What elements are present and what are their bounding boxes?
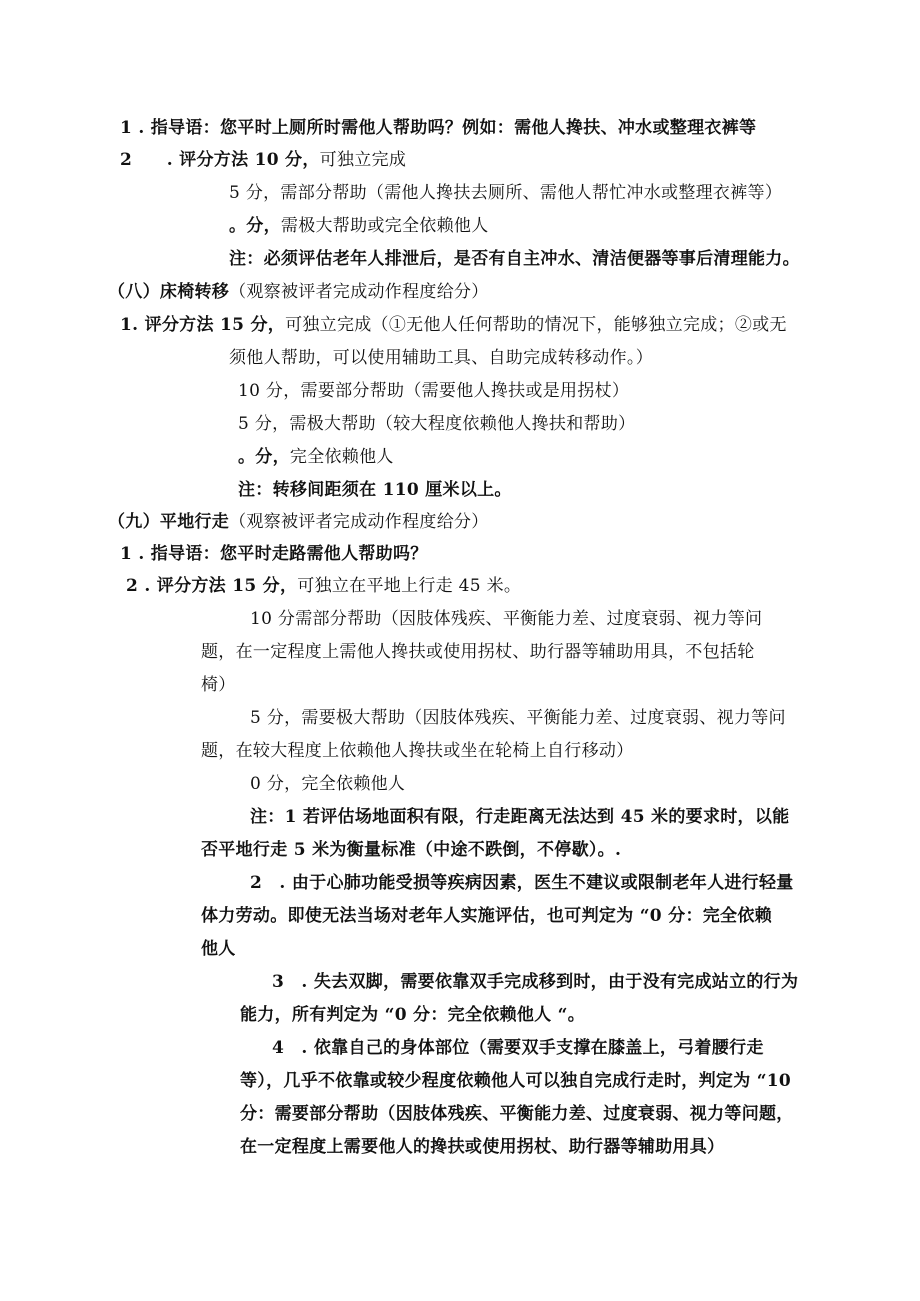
walking-note1-line2: 否平地行走 5 米为衡量标准（中途不跌倒，不停歇）。. [201, 840, 622, 860]
toilet-scoring-line [120, 148, 406, 172]
walking-note4-line2: 等），几乎不依靠或较少程度依赖他人可以独自完成行走时，判定为 “10 [240, 1071, 792, 1091]
bed-chair-score-0-prefix: 。分， [238, 447, 290, 467]
bed-chair-score-15-line1: 可独立完成（①无他人任何帮助的情况下，能够独立完成；②或无 [285, 315, 787, 335]
walking-score-5-line2: 题，在较大程度上依赖他人搀扶或坐在轮椅上自行移动） [201, 741, 634, 761]
walking-score-10-line1: 10 分需部分帮助（因肢体残疾、平衡能力差、过度衰弱、视力等问 [250, 609, 763, 629]
walking-score-15: 可独立在平地上行走 45 米。 [297, 576, 522, 596]
bed-chair-score-15-line2: 须他人帮助，可以使用辅助工具、自助完成转移动作。） [229, 348, 653, 368]
walking-note3-line2: 能力，所有判定为 “0 分：完全依赖他人 “。 [240, 1005, 586, 1025]
toilet-guide: 1 . 指导语：您平时上厕所时需他人帮助吗？例如：需他人搀扶、冲水或整理衣裤等 [120, 118, 757, 138]
toilet-score-5: 5 分，需部分帮助（需他人搀扶去厕所、需他人帮忙冲水或整理衣裤等） [229, 183, 783, 203]
walking-scoring-line [126, 574, 521, 598]
walking-score-0: 0 分，完全依赖他人 [250, 774, 406, 794]
bed-chair-score-0-line [238, 445, 394, 469]
walking-note4-line4: 在一定程度上需要他人的搀扶或使用拐杖、助行器等辅助用具） [240, 1137, 725, 1157]
walking-note1-line1: 注：1 若评估场地面积有限，行走距离无法达到 45 米的要求时，以能 [250, 807, 790, 827]
walking-scoring-label: 2 . 评分方法 15 分， [126, 576, 298, 596]
walking-score-10-line2: 题，在一定程度上需他人搀扶或使用拐杖、助行器等辅助用具，不包括轮 [201, 642, 755, 662]
bed-chair-scoring-line [120, 313, 787, 337]
walking-score-5-line1: 5 分，需要极大帮助（因肢体残疾、平衡能力差、过度衰弱、视力等问 [250, 708, 786, 728]
bed-chair-score-5: 5 分，需极大帮助（较大程度依赖他人搀扶和帮助） [238, 414, 636, 434]
bed-chair-note: 注：转移间距须在 110 厘米以上。 [238, 480, 512, 500]
walking-heading: （九）平地行走 [108, 512, 230, 532]
walking-note3-line1: 3 . 失去双脚，需要依靠双手完成移到时，由于没有完成站立的行为 [272, 972, 799, 992]
toilet-score-0-line [229, 214, 489, 238]
bed-chair-heading-sub: （观察被评者完成动作程度给分） [229, 282, 489, 302]
walking-note4-line3: 分：需要部分帮助（因肢体残疾、平衡能力差、过度衰弱、视力等问题， [240, 1104, 794, 1124]
walking-note2-line3: 他人 [201, 939, 236, 959]
bed-chair-heading: （八）床椅转移 [108, 282, 230, 302]
toilet-score-0-prefix: 。分， [229, 216, 281, 236]
walking-heading-line [108, 510, 489, 534]
toilet-score-10: 可独立完成 [319, 150, 407, 170]
bed-chair-scoring-label: 1. 评分方法 15 分， [120, 315, 286, 335]
walking-note4-line1: 4 . 依靠自己的身体部位（需要双手支撑在膝盖上，弓着腰行走 [272, 1038, 764, 1058]
toilet-score-0: 需极大帮助或完全依赖他人 [280, 216, 489, 236]
bed-chair-score-0: 完全依赖他人 [289, 447, 394, 467]
toilet-note: 注：必须评估老年人排泄后，是否有自主冲水、清洁便器等事后清理能力。 [229, 249, 800, 269]
walking-guide: 1 . 指导语：您平时走路需他人帮助吗？ [120, 544, 428, 564]
bed-chair-score-10: 10 分，需要部分帮助（需要他人搀扶或是用拐杖） [238, 381, 630, 401]
walking-heading-sub: （观察被评者完成动作程度给分） [229, 512, 489, 532]
toilet-scoring-label: 2 . 评分方法 10 分， [120, 150, 320, 170]
walking-note2-line2: 体力劳动。即使无法当场对老年人实施评估，也可判定为 “0 分：完全依赖 [201, 906, 772, 926]
bed-chair-heading-line [108, 280, 489, 304]
walking-note2-line1: 2 . 由于心肺功能受损等疾病因素，医生不建议或限制老年人进行轻量 [250, 873, 794, 893]
walking-score-10-line3: 椅） [201, 675, 236, 695]
